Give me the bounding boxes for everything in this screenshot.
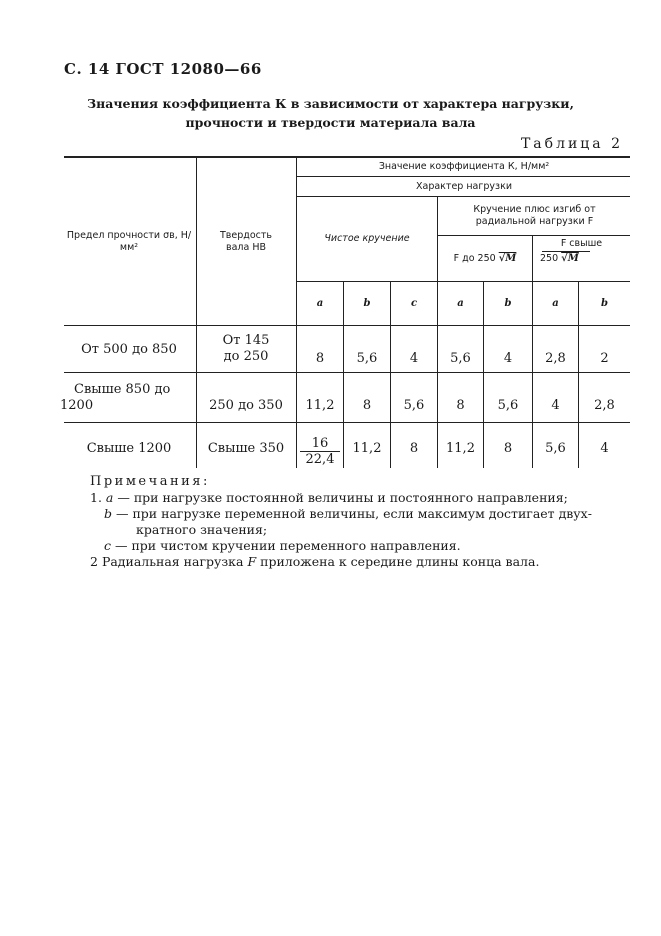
table-cell: 5,6: [497, 397, 519, 413]
header-k-value: Значение коэффициента К, Н/мм²: [378, 160, 550, 172]
sqrt-m-symbol: √M: [498, 252, 517, 264]
note-2: 2 Радиальная нагрузка F приложена к середине длины конца вала.: [90, 554, 540, 569]
note-1-b: b — при нагрузке переменной величины, если максимум достигает двух-: [104, 506, 592, 521]
sqrt-m-symbol: √M: [561, 252, 579, 264]
table-cell: 8: [315, 350, 325, 366]
header-strength: Предел прочности σв, Н/мм²: [66, 229, 192, 253]
table-cell: 2,8: [545, 350, 566, 366]
fraction-bar: [542, 251, 590, 252]
table-cell: 5,6: [545, 440, 566, 456]
table-cell-fraction: 16 22,4: [297, 436, 343, 467]
row-2-strength: Свыше 850 до 1200: [60, 382, 171, 413]
row-1-strength: От 500 до 850: [81, 341, 177, 357]
table-title-line-1: Значения коэффициента К в зависимости от характера нагрузки,: [87, 96, 574, 111]
table-cell: 8: [409, 440, 419, 456]
notes-title: Примечания:: [90, 474, 210, 489]
table-cell: 4: [409, 350, 419, 366]
f-le-250-label: F до 250: [453, 253, 496, 265]
subheader-a: a: [316, 298, 324, 309]
subheader-b: b: [504, 298, 512, 309]
table-cell: 4: [503, 350, 513, 366]
table-cell: 8: [456, 397, 465, 413]
f-gt-250-denominator: 250 √M: [540, 252, 579, 264]
header-f-gt-250: [534, 238, 629, 280]
row-2-hardness: 250 до 350: [209, 397, 283, 413]
table-cell: 5,6: [450, 350, 471, 366]
header-torsion-bending: Кручение плюс изгиб от радиальной нагрузки F: [473, 204, 596, 227]
table-cell: 4: [600, 440, 609, 456]
header-load-type: Характер нагрузки: [416, 180, 512, 192]
subheader-a: a: [457, 298, 464, 309]
note-1-b-continued: кратного значения;: [136, 522, 268, 537]
table-cell: 5,6: [356, 350, 378, 366]
table-cell: 8: [503, 440, 513, 456]
row-3-strength: Свыше 1200: [86, 440, 172, 456]
table-cell: 5,6: [403, 397, 425, 413]
f-gt-250-label: F свыше: [560, 238, 603, 249]
row-3-hardness: Свыше 350: [207, 440, 285, 456]
subheader-b: b: [601, 298, 608, 309]
table-number-label: Таблица 2: [520, 136, 623, 152]
table-cell: 11,2: [446, 440, 475, 456]
header-pure-torsion: Чистое кручение: [324, 233, 410, 245]
table-cell: 11,2: [305, 397, 335, 413]
table-rule: [437, 235, 630, 236]
header-f-le-250: [439, 237, 531, 281]
header-hardness: Твердость вала НВ: [219, 229, 272, 253]
table-divider: [196, 158, 197, 468]
note-1-a: 1. a — при нагрузке постоянной величины и постоянного направления;: [90, 490, 568, 505]
page-header: С. 14 ГОСТ 12080—66: [64, 60, 262, 78]
note-1-c: c — при чистом кручении переменного направления.: [104, 538, 461, 553]
table-cell: 11,2: [352, 440, 382, 456]
subheader-b: b: [363, 298, 371, 309]
table-title-line-2: прочности и твердости материала вала: [185, 115, 476, 130]
table-cell: 4: [551, 397, 560, 413]
row-1-hardness: От 145 до 250: [222, 333, 270, 364]
subheader-c: c: [410, 298, 418, 309]
table-cell: 8: [362, 397, 372, 413]
subheader-a: a: [552, 298, 559, 309]
table-cell: 2: [600, 350, 609, 366]
table-cell: 2,8: [594, 397, 615, 413]
